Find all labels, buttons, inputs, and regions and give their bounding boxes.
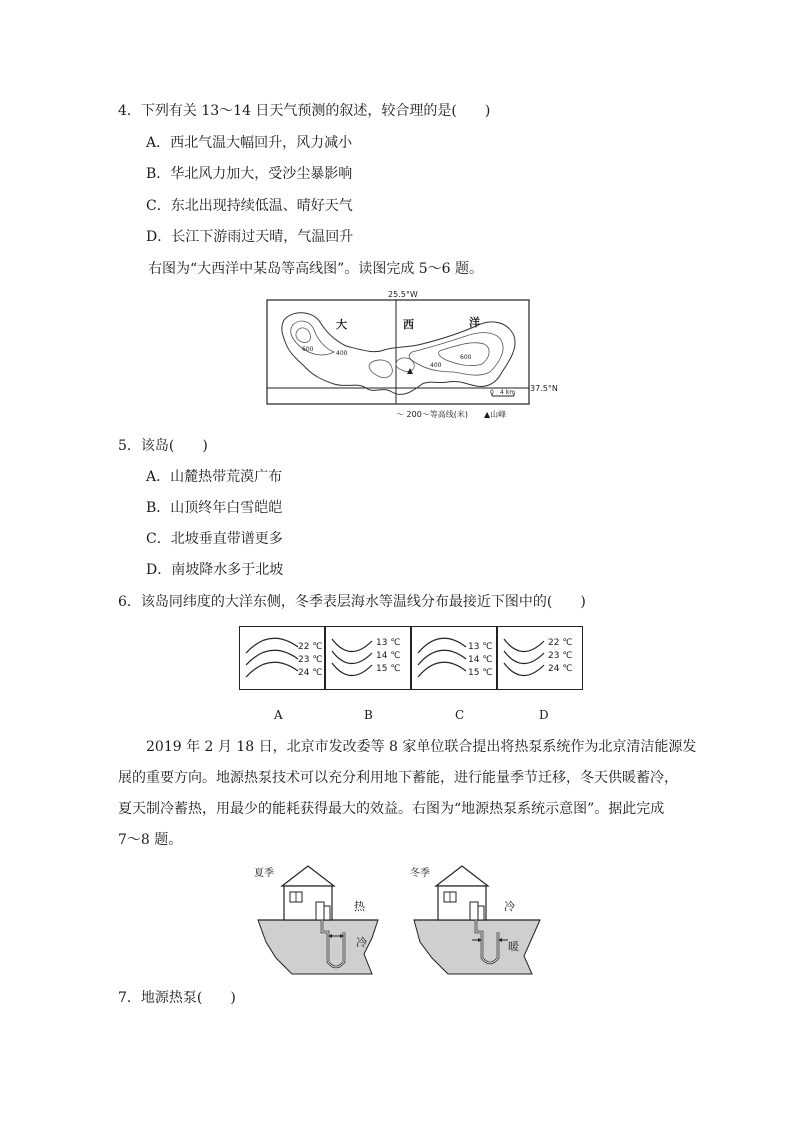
q4-stem: 4．下列有关 13～14 日天气预测的叙述，较合理的是( ) <box>118 103 491 119</box>
panel-letter-b: B <box>364 708 373 722</box>
intro-78-line-1: 2019 年 2 月 18 日，北京市发改委等 8 家单位联合提出将热泵系统作为北京清洁能源发 <box>146 739 697 755</box>
winter-air-label: 冷 <box>504 900 515 913</box>
ocean-char-3: 洋 <box>469 316 480 329</box>
q5-option-a: A．山麓热带荒漠广布 <box>146 469 283 485</box>
island-contour-map <box>262 288 558 422</box>
q5-option-c: C．北坡垂直带谱更多 <box>146 531 283 547</box>
isotherm-label: 23 ℃ <box>298 655 323 665</box>
isotherm-label: 15 ℃ <box>376 664 401 674</box>
isotherm-label: 22 ℃ <box>298 642 323 652</box>
contour-label: 600 <box>302 346 314 353</box>
intro-78-line-3: 夏天制冷蓄热，用最少的能耗获得最大的效益。右图为“地源热泵系统示意图”。据此完成 <box>118 801 665 817</box>
contour-label: 400 <box>430 362 442 369</box>
panel-letter-d: D <box>539 708 549 722</box>
intro-56: 右图为“大西洋中某岛等高线图”。读图完成 5～6 题。 <box>148 261 484 277</box>
isotherm-label: 13 ℃ <box>468 642 493 652</box>
winter-season-label: 冬季 <box>410 868 430 879</box>
q5-option-b: B．山顶终年白雪皑皑 <box>146 500 283 516</box>
island-map-svg <box>262 288 552 422</box>
isotherm-label: 13 ℃ <box>376 638 401 648</box>
isotherm-panel-c <box>411 626 497 690</box>
heatpump-summer-diagram <box>252 858 388 980</box>
heatpump-winter-diagram <box>408 858 544 980</box>
contour-label: 600 <box>460 354 472 361</box>
legend-contour: ～ 200～等高线(米) <box>396 410 469 419</box>
q6-stem: 6．该岛同纬度的大洋东侧，冬季表层海水等温线分布最接近下图中的( ) <box>118 594 586 610</box>
isotherm-label: 14 ℃ <box>376 651 401 661</box>
q5-option-d: D．南坡降水多于北坡 <box>146 562 284 578</box>
q4-option-b: B．华北风力加大，受沙尘暴影响 <box>146 166 353 182</box>
isotherm-panel-d <box>497 626 583 690</box>
isotherm-label: 24 ℃ <box>298 668 323 678</box>
winter-ground-label: 暖 <box>508 940 519 953</box>
isotherm-label: 24 ℃ <box>548 664 573 674</box>
isotherm-label: 22 ℃ <box>548 638 573 648</box>
q7-stem: 7．地源热泵( ) <box>118 990 236 1006</box>
longitude-label: 25.5°W <box>388 290 418 299</box>
latitude-label: 37.5°N <box>530 384 558 393</box>
panel-letter-a: A <box>274 708 283 722</box>
intro-78-line-2: 展的重要方向。地源热泵技术可以充分利用地下蓄能，进行能量季节迁移，冬天供暖蓄冷， <box>118 770 678 786</box>
isotherm-label: 23 ℃ <box>548 651 573 661</box>
isotherm-label: 15 ℃ <box>468 668 493 678</box>
isotherm-panel-b <box>325 626 411 690</box>
ocean-char-1: 大 <box>336 318 347 331</box>
scale-km: 4 km <box>500 389 516 396</box>
contour-label: 400 <box>336 350 348 357</box>
q4-option-a: A．西北气温大幅回升，风力减小 <box>146 135 353 151</box>
summer-season-label: 夏季 <box>254 868 274 879</box>
q4-option-d: D．长江下游雨过天晴，气温回升 <box>146 229 354 245</box>
isotherm-panel-a <box>239 626 325 690</box>
q4-option-c: C．东北出现持续低温、晴好天气 <box>146 198 353 214</box>
ocean-char-2: 西 <box>403 318 414 331</box>
summer-air-label: 热 <box>354 900 365 913</box>
q5-stem: 5．该岛( ) <box>118 438 208 454</box>
scale-zero: 0 <box>490 389 494 396</box>
intro-78-line-4: 7～8 题。 <box>118 832 183 848</box>
panel-letter-c: C <box>455 708 465 722</box>
legend-peak: ▲山峰 <box>484 410 507 419</box>
isotherm-label: 14 ℃ <box>468 655 493 665</box>
summer-ground-label: 冷 <box>356 936 367 949</box>
